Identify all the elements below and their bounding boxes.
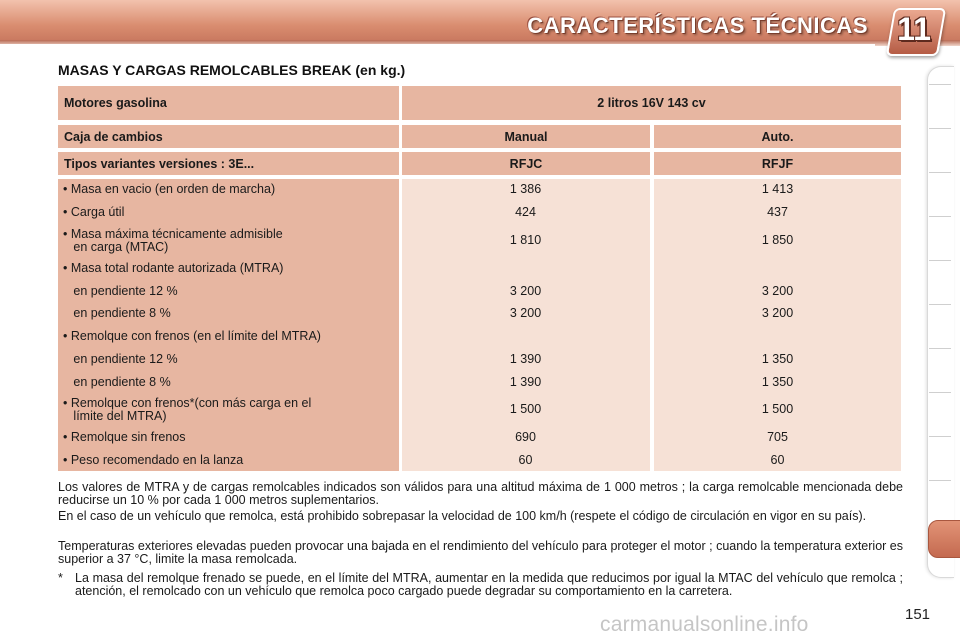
table-cell-auto: 1 413 (761, 182, 794, 196)
table-row-label: • Masa máxima técnicamente admisible en carga (MTAC) (63, 227, 283, 254)
watermark: carmanualsonline.info (600, 613, 809, 636)
table-cell-manual: 1 810 (509, 233, 542, 247)
page-title: CARACTERÍSTICAS TÉCNICAS (527, 13, 868, 38)
table-body-manual (402, 179, 650, 471)
note-speed-limit: En el caso de un vehículo que remolca, está prohibido sobrepasar la velocidad de 100 km/h (respete el código de circulación en vigor en su país). (58, 509, 867, 523)
table-row-label: • Remolque con frenos (en el límite del MTRA) (63, 329, 321, 343)
table-body-labels (58, 179, 399, 471)
table-cell-manual: 1 390 (509, 375, 542, 389)
table-cell-auto: 1 500 (761, 402, 794, 416)
table-cell-manual: 1 390 (509, 352, 542, 366)
chapter-tab[interactable] (929, 128, 951, 129)
table-cell-manual: 3 200 (509, 284, 542, 298)
chapter-tab[interactable] (929, 260, 951, 261)
note-altitude: Los valores de MTRA y de cargas remolcables indicados son válidos para una altitud máxima de 1 000 metros ; la carga remolcable mencionada debe reducirse un 10 % por cada 1 000 metros suplementarios. (58, 480, 903, 507)
gearbox-label: Caja de cambios (64, 129, 163, 144)
variants-label: Tipos variantes versiones : 3E... (64, 156, 255, 171)
chapter-tab[interactable] (929, 348, 951, 349)
section-title: MASAS Y CARGAS REMOLCABLES BREAK (en kg.) (58, 62, 406, 78)
table-row-label: • Remolque con frenos*(con más carga en el límite del MTRA) (63, 396, 312, 423)
table-cell-manual: 690 (515, 430, 536, 444)
variants-label-cell (58, 152, 399, 175)
chapter-tab[interactable] (929, 436, 951, 437)
page-number: 151 (905, 606, 931, 623)
engine-label: Motores gasolina (64, 96, 167, 110)
table-cell-manual: 424 (515, 205, 536, 219)
chapter-tab[interactable] (929, 392, 951, 393)
header-divider (0, 44, 875, 46)
table-cell-auto: 437 (767, 205, 788, 219)
table-cell-auto: 1 850 (761, 233, 794, 247)
table-body-auto (654, 179, 901, 471)
table-row-label: en pendiente 12 % (63, 352, 178, 366)
table-cell-auto: 1 350 (761, 375, 794, 389)
table-cell-manual: 60 (518, 453, 533, 467)
chapter-tab[interactable] (929, 480, 951, 481)
chapter-tab[interactable] (929, 84, 951, 85)
chapter-tab[interactable] (929, 216, 951, 217)
footnote-mark: * (58, 571, 63, 585)
table-row-label: en pendiente 8 % (63, 306, 171, 320)
variant-rfjf-cell (654, 152, 901, 175)
gearbox-auto-cell (654, 125, 901, 148)
variant-rfjc: RFJC (509, 156, 543, 171)
table-cell-auto: 60 (770, 453, 785, 467)
table-cell-auto: 3 200 (761, 306, 794, 320)
chapter-tab[interactable] (929, 172, 951, 173)
table-row-label: • Masa en vacio (en orden de marcha) (63, 182, 276, 196)
gearbox-manual: Manual (504, 129, 548, 144)
chapter-tab-strip (927, 66, 954, 578)
variant-rfjc-cell (402, 152, 650, 175)
gearbox-manual-cell (402, 125, 650, 148)
chapter-number: 11 (897, 11, 931, 47)
engine-value: 2 litros 16V 143 cv (597, 96, 706, 110)
table-row-label: • Carga útil (63, 205, 125, 219)
engine-value-cell (402, 86, 901, 120)
footnote-text: La masa del remolque frenado se puede, en el límite del MTRA, aumentar en la medida que reducimos por igual la MTAC del vehículo que remolca ; atención, el remolcado con un vehículo que remolca poco cargado puede degradar su comportamiento en la carretera. (75, 571, 903, 598)
variant-rfjf: RFJF (761, 156, 794, 171)
note-temperature: Temperaturas exteriores elevadas pueden provocar una bajada en el rendimiento del vehículo para proteger el motor ; cuando la temperatura exterior es superior a 37 °C, limite la masa remolcada. (58, 539, 903, 566)
table-row-label: • Remolque sin frenos (63, 430, 186, 444)
table-cell-auto: 3 200 (761, 284, 794, 298)
table-row-label: en pendiente 12 % (63, 284, 178, 298)
gearbox-auto: Auto. (761, 129, 794, 144)
table-row-label: • Masa total rodante autorizada (MTRA) (63, 261, 284, 275)
table-row-label: en pendiente 8 % (63, 375, 171, 389)
chapter-tab[interactable] (929, 304, 951, 305)
table-cell-manual: 1 386 (509, 182, 542, 196)
table-cell-manual: 3 200 (509, 306, 542, 320)
gearbox-label-cell (58, 125, 399, 148)
engine-label-cell (58, 86, 399, 120)
chapter-tab-active[interactable] (928, 520, 960, 558)
table-cell-auto: 1 350 (761, 352, 794, 366)
table-cell-manual: 1 500 (509, 402, 542, 416)
table-cell-auto: 705 (767, 430, 788, 444)
table-row-label: • Peso recomendado en la lanza (63, 453, 244, 467)
